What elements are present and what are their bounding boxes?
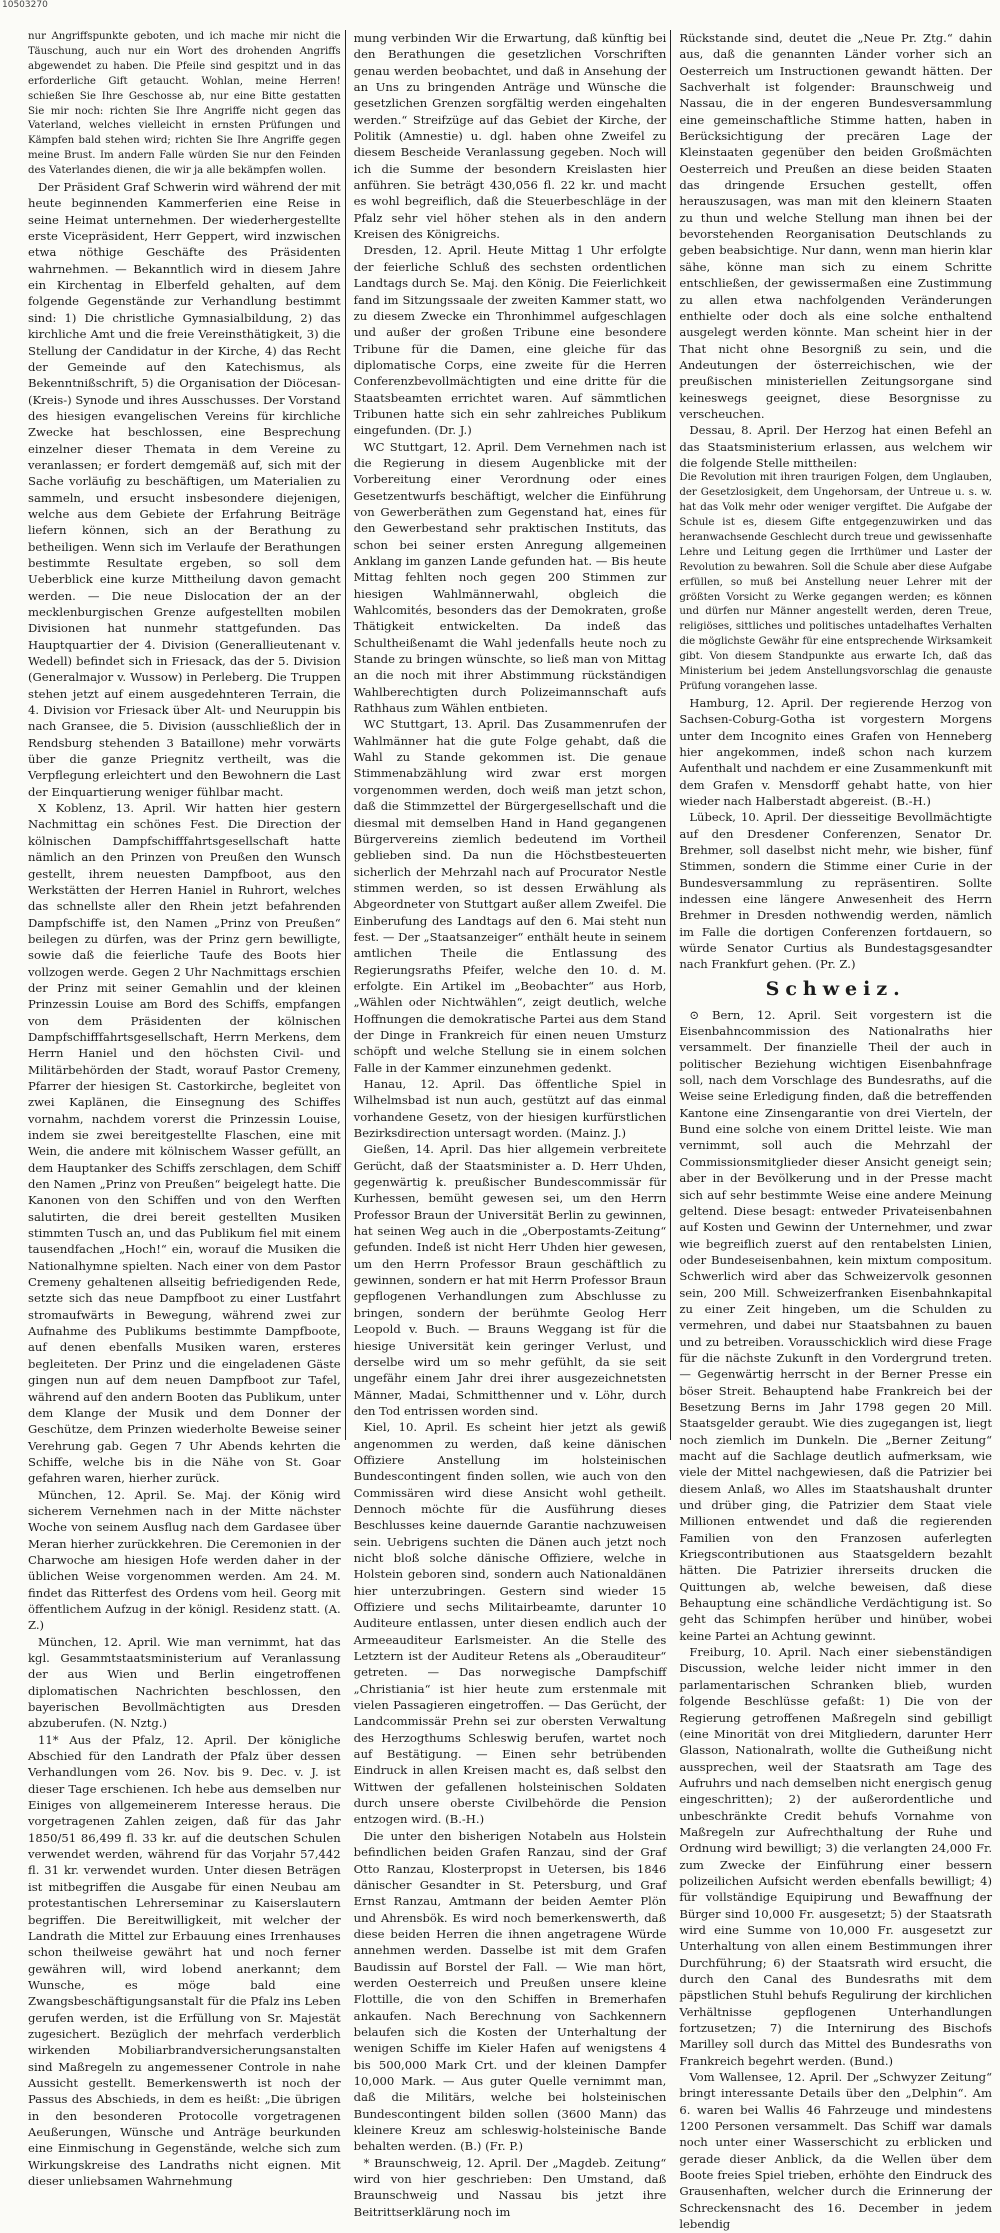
article-paragraph: Hanau, 12. April. Das öffentliche Spiel in Wilhelmsbad ist nun auch, gestützt auf das einmal vorhandene Gesetz, von der hiesigen kurfürstlichen Bezirksdirection untersagt worden. (Mainz. J.) [353,1077,667,1141]
article-paragraph: 11* Aus der Pfalz, 12. April. Der königliche Abschied für den Landrath der Pfalz über dessen Verhandlungen vom 26. Nov. bis 9. Dec. v. J. ist dieser Tage erschienen. Ich hebe aus demselben nur Einiges von allgemeinerem Interesse heraus. Die vorgetragenen Zahlen zeigen, daß für das Jahr 1850/51 86,499 fl. 33 kr. auf die deutschen Schulen verwendet werden, während für das Vorjahr 57,442 fl. 31 kr. verwendet wurden. Unter diesen Beträgen ist mitbegriffen die Ausgabe für einen Neubau am protestantischen Lehrerseminar zu Kaiserslautern begriffen. Die Bereitwilligkeit, mit welcher der Landrath die Mittel zur Erbauung eines Irrenhauses schon theilweise gewährt hat und noch ferner gewähren will, wird lobend anerkannt; dem Wunsche, es möge bald eine Zwangsbeschäftigungsanstalt für die Pfalz ins Leben gerufen werden, ist die Erfüllung von Sr. Majestät zugesichert. Bezüglich der mehrfach verderblich wirkenden Mobiliarbrandversicherungsanstalten sind Maßregeln zu angemessener Controle in nahe Aussicht gestellt. Bemerkenswerth ist noch der Passus des Abschieds, in dem es heißt: „Die übrigen in den besonderen Protocolle vorgetragenen Aeußerungen, Wünsche und Anträge beurkunden eine Einmischung in Gegenstände, welche sich zum Wirkungskreise des Landraths nicht eignen. Mit dieser unliebsamen Wahrnehmung [28,1732,341,2188]
page-id: 10503270 [2,0,48,10]
article-paragraph: München, 12. April. Se. Maj. der König wird sicherem Vernehmen nach in der Mitte nächster Woche von seinem Ausflug nach dem Gardasee über Meran hierher zurückkehren. Die Ceremonien in der Charwoche am hiesigen Hofe werden daher in der üblichen Weise vorgenommen werden. Am 24. M. findet das Ritterfest des Ordens vom heil. Georg mit öffentlichem Aufzug in der königl. Residenz statt. (A. Z.) [28,1487,341,1633]
article-paragraph: ⊙ Bern, 12. April. Seit vorgestern ist die Eisenbahncommission des Nationalraths hier versammelt. Der finanzielle Theil der auch in politischer Beziehung wichtigen Eisenbahnfrage soll, nach dem Vorschlage des Bundesraths, auf die Weise seine Erledigung finden, daß die betreffenden Kantone eine Zinsengarantie von drei Vierteln, der Bund eine solche von einem Drittel leiste. Wie man vernimmt, soll auch die Mehrzahl der Commissionsmitglieder dieser Ansicht geneigt sein; aber in der Bevölkerung und in der Presse macht sich auf sehr bestimmte Weise eine andere Meinung geltend. Diese besagt: entweder Privateisenbahnen auf Kosten und Gewinn der Unternehmer, und zwar wie begreiflich zuerst auf den rentabelsten Linien, oder Bundeseisenbahnen, kein mixtum compositum. Schwerlich wird aber das Schweizervolk gesonnen sein, 200 Mill. Schweizerfranken Eisenbahnkapital zu einer Zeit hingeben, um die Schulden zu vermehren, und dabei nur Staatsbahnen zu bauen und zu betreiben. Vorausschicklich wird diese Frage für die nächste Zukunft in den Vordergrund treten. — Gegenwärtig herrscht in der Berner Presse ein böser Streit. Behauptend habe Frankreich bei der Besetzung Berns im Jahr 1798 gegen 20 Mill. Staatsgelder geraubt. Wie dies zugegangen ist, liegt noch ziemlich im Dunkeln. Die „Berner Zeitung“ macht auf die Sachlage deutlich aufmerksam, wie viele der Mittel nachgewiesen, daß die Patrizier bei diesem Anlaß, wo Alles im Staatshaushalt drunter und drüber ging, die Patrizier dem Staat viele Millionen entwendet und daß die regierenden Familien von den Franzosen auferlegten Kriegscontributionen aus Staatsgeldern bezahlt hätten. Die Patrizier ihrerseits drucken die Quittungen ab, welche beweisen, daß diese Behauptung eine schändliche Verdächtigung ist. So geht das Schimpfen herüber und hinüber, wobei keine Partei an Achtung gewinnt. [679,1007,993,1643]
article-paragraph: mung verbinden Wir die Erwartung, daß künftig bei den Berathungen die gesetzlichen Vorschriften genau werden beobachtet, und daß in Ansehung der an Uns zu bringenden Anträge und Wünsche die gesetzlichen Grenzen sorgfältig werden eingehalten werden.“ Streifzüge auf das Gebiet der Kirche, der Politik (Amnestie) u. dgl. haben ohne Zweifel zu diesem Bescheide Veranlassung gegeben. Noch will ich die Summe der besondern Kreislasten hier anführen. Sie beträgt 430,056 fl. 22 kr. und macht es wohl begreiflich, daß die Steuerbeschläge in der Pfalz sehr viel höher stehen als in den andern Kreisen des Königreichs. [353,31,667,242]
article-paragraph: Dresden, 12. April. Heute Mittag 1 Uhr erfolgte der feierliche Schluß des sechsten ordentlichen Landtags durch Se. Maj. den König. Die Feierlichkeit fand im Sitzungssaale der zweiten Kammer statt, wo zu diesem Zwecke ein Thronhimmel aufgeschlagen und außer der großen Tribune eine besondere Tribune für die Damen, eine gleiche für das diplomatische Corps, eine zweite für die Herren Conferenzbevollmächtigten und eine dritte für die Staatsbeamten errichtet waren. Auf sämmtlichen Tribunen hatte sich ein sehr zahlreiches Publikum eingefunden. (Dr. J.) [353,243,667,438]
article-paragraph: Vom Wallensee, 12. April. Der „Schwyzer Zeitung“ bringt interessante Details über den „Delphin“. Am 6. waren bei Wallis 46 Fahrzeuge und mindestens 1200 Personen versammelt. Das Schiff war damals noch unter einer Wasserschicht zu erblicken und gerade dieser Anblick, da die Wellen über dem Boote freies Spiel trieben, erhöhte den Eindruck des Grausenhaften, welcher durch die Erinnerung der Schreckensnacht des 16. December in jedem lebendig [679,2070,993,2232]
article-paragraph: Die unter den bisherigen Notabeln aus Holstein befindlichen beiden Grafen Ranzau, sind der Graf Otto Ranzau, Klosterpropst in Uetersen, bis 1846 dänischer Gesandter in St. Petersburg, und Graf Ernst Ranzau, Amtmann der beiden Aemter Plön und Ahrensbök. Es wird noch bemerkenswerth, daß diese beiden Herren die ihnen angetragene Würde annehmen werden. Dasselbe ist mit dem Grafen Baudissin auf Borstel der Fall. — Wie man hört, werden Oesterreich und Preußen unsere kleine Flottille, die von den Schiffen in Bremerhafen ankaufen. Nach Berechnung von Sachkennern belaufen sich die Kosten der Unterhaltung der wenigen Schiffe im Kieler Hafen auf wenigstens 4 bis 500,000 Mark Crt. und der kleinen Dampfer 10,000 Mark. — Aus guter Quelle vernimmt man, daß die Militärs, welche bei holsteinischen Bundescontingent bilden sollen (3600 Mann) das kleinere Kreuz am schleswig-holsteinische Bande behalten werden. (B.) (Fr. P.) [353,1828,667,2154]
article-paragraph: Hamburg, 12. April. Der regierende Herzog von Sachsen-Coburg-Gotha ist vorgestern Morgens unter dem Incognito eines Grafen von Henneberg hier angekommen, indeß schon nach kurzem Aufenthalt und nachdem er eine Zusammenkunft mit dem Grafen v. Mensdorff gehabt hatte, von hier wieder nach Halberstadt abgereist. (B.-H.) [679,695,993,808]
article-paragraph: Kiel, 10. April. Es scheint hier jetzt als gewiß angenommen zu werden, daß keine dänischen Offiziere Anstellung im holsteinischen Bundescontingent finden sollen, wie auch von den Commissären wird diese Ansicht wohl getheilt. Dennoch möchte für die Ausführung dieses Beschlusses keine dauernde Garantie nachzuweisen sein. Uebrigens suchten die Dänen auch jetzt noch nicht bloß solche dänische Offiziere, welche in Holstein geboren sind, sondern auch Nationaldänen hier unterzubringen. Gestern sind wieder 15 Offiziere und sechs Militairbeamte, darunter 10 Auditeure entlassen, unter diesen endlich auch der Armeeauditeur Earlsmeister. An die Stelle des Letztern ist der Auditeur Retens als „Oberauditeur“ getreten. — Das norwegische Dampfschiff „Christiania“ ist hier heute zum erstenmale mit vielen Passagieren eingetroffen. — Das Gerücht, der Landcommissär Prehn sei zur obersten Verwaltung des Herzogthums Schleswig berufen, wartet noch auf Bestätigung. — Einen sehr betrübenden Eindruck in allen Kreisen macht es, daß selbst den Wittwen der gefallenen holsteinischen Soldaten durch unsere oberste Civilbehörde die Pension entzogen wird. (B.-H.) [353,1420,667,1827]
article-paragraph: Dessau, 8. April. Der Herzog hat einen Befehl an das Staatsministerium erlassen, aus welchem wir die folgende Stelle mittheilen: [679,423,993,470]
article-paragraph: nur Angriffspunkte geboten, und ich mache mir nicht die Täuschung, auch nur ein Wort des drohenden Angriffs abgewendet zu haben. Die Pfeile sind gespitzt und in das erforderliche Gift getaucht. Wohlan, meine Herren! schießen Sie Ihre Geschosse ab, nur eine Bitte gestatten Sie mir noch: richten Sie Ihre Angriffe nicht gegen das Vaterland, welches vielleicht in ernsten Prüfungen und Kämpfen bald stehen wird; richten Sie Ihre Angriffe gegen meine Brust. Im andern Falle würden Sie nur den Feinden des Vaterlandes dienen, die wir ja alle bekämpfen wollen. [28,31,341,177]
article-paragraph: Gießen, 14. April. Das hier allgemein verbreitete Gerücht, daß der Staatsminister a. D. Herr Uhden, gegenwärtig k. preußischer Bundescommissär für Kurhessen, bemüht gewesen sei, um den Herrn Professor Braun der Universität Berlin zu gewinnen, hat seinen Weg auch in die „Oberpostamts-Zeitung“ gefunden. Indeß ist nicht Herr Uhden hier gewesen, um den Herrn Professor Braun geschäftlich zu gewinnen, sondern er hat mit Herrn Professor Braun gepflogenen Verhandlungen zum Abschlusse zu bringen, sondern der berühmte Geolog Herr Leopold v. Buch. — Brauns Weggang ist für die hiesige Universität kein geringer Verlust, und derselbe wird um so mehr gefühlt, da sie seit ungefähr einem Jahr drei ihrer ausgezeichnetsten Männer, Madai, Schmitthenner und v. Löhr, durch den Tod entrissen worden sind. [353,1142,667,1418]
column-3 [679,30,996,2232]
article-paragraph: München, 12. April. Wie man vernimmt, hat das kgl. Gesammtstaatsministerium auf Veranlassung der aus Wien und Berlin eingetroffenen diplomatischen Nachrichten beschlossen, den bayerischen Bevollmächtigten aus Dresden abzuberufen. (N. Nztg.) [28,1634,341,1731]
article-paragraph: Der Präsident Graf Schwerin wird während der mit heute beginnenden Kammerferien eine Reise in seine Heimat unternehmen. Der wiederhergestellte erste Vicepräsident, Herr Geppert, wird inzwischen etwa nöthige Geschäfte des Präsidenten wahrnehmen. — Bekanntlich wird in diesem Jahre ein Kirchentag in Elberfeld gehalten, auf dem folgende Gegenstände zur Verhandlung bestimmt sind: 1) Die christliche Gymnasialbildung, 2) das kirchliche Amt und die freie Vereinsthätigkeit, 3) die Stellung der Candidatur in der Kirche, 4) das Recht der Gemeinde auf den Katechismus, als Bekenntnißschrift, 5) die Organisation der Diöcesan-(Kreis-) Synode und ihres Ausschusses. Der Vorstand des hiesigen evangelischen Vereins für kirchliche Zwecke hat beschlossen, eine Besprechung einzelner dieser Themata in dem Vereine zu veranlassen; er fordert demgemäß auf, sich mit der Sache vorläufig zu beschäftigen, um Materialien zu sammeln, und ersucht insbesondere diejenigen, welche aus dem Gebiete der Erfahrung Beiträge liefern können, sich an der Berathung zu betheiligen. Wenn sich im Verlaufe der Berathungen bestimmte Resultate ergeben, so soll dem Ueberblick eine kurze Mittheilung davon gemacht werden. — Die neue Dislocation der an der mecklenburgischen Grenze aufgestellten mobilen Divisionen hat nunmehr stattgefunden. Das Hauptquartier der 4. Division (Generallieutenant v. Wedell) befindet sich in Friesack, das der 5. Division (Generalmajor v. Wussow) in Perleberg. Die Truppen stehen jetzt auf einem ausgedehnteren Terrain, die 4. Division vor Friesack über Alt- und Neuruppin bis nach Gransee, die 5. Division (ausschließlich der in Rendsburg stehenden 3 Bataillone) mehr vorwärts über die ganze Priegnitz vertheilt, was die Verpflegung erleichtert und den Bewohnern die Last der Einquartierung weniger fühlbar macht. [28,180,341,799]
article-paragraph: Freiburg, 10. April. Nach einer siebenständigen Discussion, welche leider nicht immer in den parlamentarischen Schranken blieb, wurden folgende Beschlüsse gefaßt: 1) Die von der Regierung getroffenen Maßregeln sind gebilligt (eine Minorität von drei Mitgliedern, darunter Herr Glasson, Nationalrath, wollte die Gutheißung nicht aussprechen, weil der Staatsrath am Tage des Aufruhrs und nach demselben nicht energisch genug eingeschritten); 2) der außerordentliche und unbeschränkte Credit behufs Vornahme von Maßregeln zur Aufrechthaltung der Ruhe und Ordnung wird bewilligt; 3) die verlangten 24,000 Fr. zum Zwecke der Einführung einer bessern polizeilichen Aufsicht werden ebenfalls bewilligt; 4) für vollständige Equipirung und Bewaffnung der Bürger sind 10,000 Fr. ausgesetzt; 5) der Staatsrath wird eine Summe von 10,000 Fr. ausgesetzt zur Unterhaltung von allen einem Bestimmungen ihrer Durchführung; 6) der Staatsrath wird ersucht, die durch den Canal des Bundesraths mit dem päpstlichen Stuhl behufs Regulirung der kirchlichen Verhältnisse gepflogenen Unterhandlungen fortzusetzen; 7) die Internirung des Bischofs Marilley soll durch das Mittel des Bundesraths von Frankreich begehrt werden. (Bund.) [679,1645,993,2068]
article-paragraph: X Koblenz, 13. April. Wir hatten hier gestern Nachmittag ein schönes Fest. Die Direction der kölnischen Dampfschifffahrtsgesellschaft hatte nämlich an den Prinzen von Preußen den Wunsch gestellt, ihrem neuesten Dampfboot, aus den Werkstätten der Herren Haniel in Ruhrort, welches das schnellste aller den Rhein jetzt befahrenden Dampfschiffe ist, den Namen „Prinz von Preußen“ beilegen zu dürfen, was der Prinz gern bewilligte, sowie daß die feierliche Taufe des Boots hier vollzogen werde. Gegen 2 Uhr Nachmittags erschien der Prinz mit seiner Gemahlin und der kleinen Prinzessin Louise am Bord des Schiffs, empfangen von dem Präsidenten der kölnischen Dampfschifffahrtsgesellschaft, Herrn Merkens, dem Herrn Haniel und den höchsten Civil- und Militärbehörden der Stadt, worauf Pastor Cremeny, Pfarrer der hiesigen St. Castorkirche, begleitet von zwei Kaplänen, die Einsegnung des Schiffes vornahm, nachdem vorerst die Prinzessin Louise, indem sie zwei bereitgestellte Flaschen, eine mit Wein, die andere mit kölnischem Wasser gefüllt, an dem Hauptanker des Schiffs zerschlagen, dem Schiff den Namen „Prinz von Preußen“ beigelegt hatte. Die Kanonen von den Schiffen und von den Werften salutirten, die drei bereit gestellten Musiken stimmten Tusch an, und das Publikum fiel mit einem tausendfachen „Hoch!“ ein, worauf die Musiken die Nationalhymne spielten. Nach einer von dem Pastor Cremeny gehaltenen allseitig befriedigenden Rede, setzte sich das neue Dampfboot zu einer Lustfahrt stromaufwärts in Bewegung, während zwei zur Aufnahme des Publikums bestimmte Dampfboote, auf denen ebenfalls Musiken waren, ersteres begleiteten. Der Prinz und die eingeladenen Gäste gingen nun auf dem neuen Dampfboot zur Tafel, während auf den andern Booten das Publikum, unter dem Klange der Musik und dem Donner der Geschütze, dem Prinzen wiederholte Beweise seiner Verehrung gab. Gegen 7 Uhr Abends kehrten die Schiffe, welche bis in die Nähe von St. Goar gefahren waren, hierher zurück. [28,801,341,1486]
article-paragraph: WC Stuttgart, 12. April. Dem Vernehmen nach ist die Regierung in diesem Augenblicke mit der Vorbereitung einer Verordnung oder eines Gesetzentwurfs beschäftigt, welcher die Einführung von Gewerberäthen zum Gegenstand hat, eines für den Gewerbestand sehr praktischen Instituts, das schon bei seiner ersten Anregung allgemeinen Anklang im ganzen Lande gefunden hat. — Bis heute Mittag fehlten noch gegen 200 Stimmen zur hiesigen Wahlmännerwahl, obgleich die Wahlcomités, besonders das der Demokraten, große Thätigkeit entwickelten. Da indeß das Schultheißenamt die Wahl jedenfalls heute noch zu Stande zu bringen wünschte, so ließ man von Mittag an die noch mit ihrer Abstimmung rückständigen Wahlberechtigten durch Polizeimannschaft aufs Rathhaus zum Wählen entbieten. [353,439,667,716]
section-heading: Schweiz. [765,977,906,1000]
columns-container [28,30,996,2232]
column-1 [28,30,346,2188]
article-paragraph: Die Revolution mit ihren traurigen Folgen, dem Unglauben, der Gesetzlosigkeit, dem Ungehorsam, der Untreue u. s. w. hat das Volk mehr oder weniger vergiftet. Die Aufgabe der Schule ist es, diesem Gifte entgegenzuwirken und das heranwachsende Geschlecht durch treue und gewissenhafte Lehre und Leitung gegen die Irrthümer und Laster der Revolution zu bewahren. Soll die Schule aber diese Aufgabe erfüllen, so muß bei Anstellung neuer Lehrer mit der größten Vorsicht zu Werke gegangen werden; es können und dürfen nur Männer angestellt werden, deren Treue, religiöses, sittliches und politisches untadelhaftes Verhalten die möglichste Gewähr für eine entsprechende Wirksamkeit gibt. Von diesem Standpunkte aus erwarte Ich, daß das Ministerium bei jedem Anstellungsvorschlag die genauste Prüfung vorangehen lasse. [679,472,993,692]
article-paragraph: WC Stuttgart, 13. April. Das Zusammenrufen der Wahlmänner hat die gute Folge gehabt, daß die Wahl zu Stande gekommen ist. Die genaue Stimmenabzählung wird zwar erst morgen vorgenommen werden, doch weiß man jetzt schon, daß die Stimmzettel der Bürgergesellschaft und die diesmal mit demselben Hand in Hand gegangenen Bürgervereins ziemlich bedeutend im Vortheil geblieben sind. Da nun die Höchstbesteuerten sicherlich der Mehrzahl nach auf Procurator Nestle stimmen werden, so ist dessen Erwählung als Abgeordneter von Stuttgart außer allem Zweifel. Die Einberufung des Landtags auf den 6. Mai steht nun fest. — Der „Staatsanzeiger“ enthält heute in seinem amtlichen Theile die Entlassung des Regierungsraths Pfeifer, welche den 10. d. M. erfolgte. Ein Artikel im „Beobachter“ aus Horb, „Wählen oder Nichtwählen“, zeigt deutlich, welche Hoffnungen die demokratische Partei aus dem Stand der Dinge in Frankreich für einen neuen Umsturz schöpft und welche Stellung sie in einem solchen Falle in der Kammer einzunehmen gedenkt. [353,717,667,1075]
column-2 [353,30,672,2219]
article-paragraph: * Braunschweig, 12. April. Der „Magdeb. Zeitung“ wird von hier geschrieben: Den Umstand, daß Braunschweig und Nassau bis jetzt ihre Beitrittserklärung noch im [353,2155,667,2219]
article-paragraph: Rückstande sind, deutet die „Neue Pr. Ztg.“ dahin aus, daß die genannten Länder vorher sich an Oesterreich um Instructionen gewandt hätten. Der Sachverhalt ist folgender: Braunschweig und Nassau, die in der engeren Bundesversammlung eine gemeinschaftliche Stimme hatten, haben in Berücksichtigung der precären Lage der Kleinstaaten gegenüber den beiden Großmächten Oesterreich und Preußen an diese beiden Staaten das dringende Ersuchen gestellt, offen herauszusagen, was man mit den kleinern Staaten zu thun und welche Stellung man ihnen bei der bevorstehenden Reorganisation Deutschlands zu geben beabsichtige. Nur dann, wenn man hierin klar sähe, könne man sich zu einem Schritte entschließen, der gewissermaßen eine Zustimmung zu allen etwa nachfolgenden Veränderungen enthielte oder doch als eine solche enthaltend ausgelegt werden könnte. Man scheint hier in der That nicht ohne Besorgniß zu sein, und die Andeutungen der österreichischen, wie der preußischen ministeriellen Zeitungsorgane sind keineswegs geeignet, diese Besorgnisse zu verscheuchen. [679,31,993,421]
article-paragraph: Lübeck, 10. April. Der diesseitige Bevollmächtigte auf den Dresdener Conferenzen, Senator Dr. Brehmer, soll daselbst nicht mehr, wie bisher, fünf Stimmen, sondern die Stimme einer Curie in der Bundesversammlung zu repräsentiren. Sollte indessen eine längere Anwesenheit des Herrn Brehmer in Dresden nothwendig werden, nämlich im Falle die dortigen Conferenzen fortdauern, so würde Senator Curtius als Bundestagsgesandter nach Frankfurt gehen. (Pr. Z.) [679,810,993,972]
